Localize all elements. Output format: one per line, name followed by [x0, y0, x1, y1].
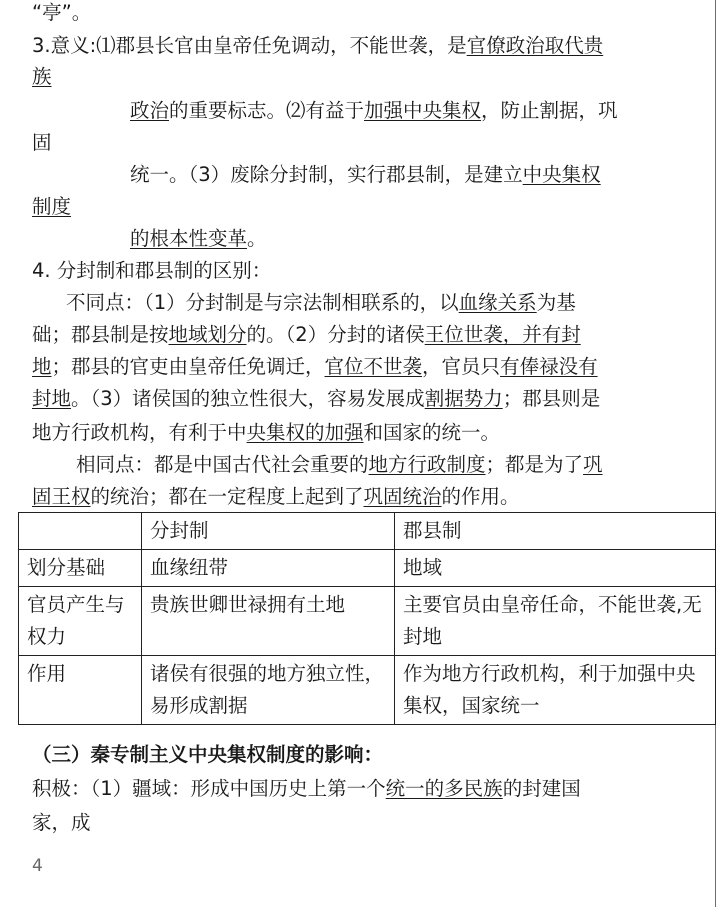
underlined-term: 的根本性变革 [130, 227, 248, 250]
table-cell: 分封制 [142, 513, 395, 550]
underlined-term: 中央集权 [522, 163, 601, 186]
text-line: “亭”。 [32, 1, 92, 24]
underlined-term: 巩固统治 [363, 485, 442, 508]
underlined-term: 加强中央集权 [364, 99, 482, 122]
underlined-term: 央集权的加强 [246, 421, 364, 444]
section-heading: （三）秦专制主义中央集权制度的影响： [32, 743, 384, 766]
table-cell: 郡县制 [395, 513, 716, 550]
table-header-row [19, 513, 716, 550]
underlined-term: 割据势力 [424, 387, 503, 410]
page-right-border [715, 0, 716, 907]
underlined-term: 地方行政制度 [368, 453, 486, 476]
underlined-term: 族 [32, 65, 52, 88]
table-cell: 主要官员由皇帝任命，不能世袭,无封地 [395, 587, 716, 656]
comparison-table [18, 512, 716, 725]
text-line: 的根本性变革。 [130, 227, 267, 250]
text-line: 固 [32, 131, 52, 154]
underlined-term: 封地 [32, 387, 72, 410]
page-number: 4 [32, 856, 43, 876]
text-line: 地方行政机构，有利于中央集权的加强和国家的统一。 [32, 421, 501, 444]
underlined-term: 巩 [583, 453, 603, 476]
underlined-term: 王位世袭，并有封 [424, 323, 581, 346]
underlined-term: 政治 [130, 99, 170, 122]
table-row [19, 656, 716, 725]
section-heading: 4. 分封制和郡县制的区别： [32, 259, 272, 282]
text-line: 积极：（1）疆域：形成中国历史上第一个统一的多民族的封建国 [32, 777, 581, 800]
underlined-term: 统一的多民族 [385, 777, 503, 800]
text-line: 不同点：（1）分封制是与宗法制相联系的，以血缘关系为基 [66, 291, 576, 314]
underlined-term: 制度 [32, 195, 72, 218]
text-line: 统一。（3）废除分封制，实行郡县制，是建立中央集权 [130, 163, 601, 186]
table-row [19, 550, 716, 587]
text-line [32, 192, 71, 222]
text-line: 封地。（3）诸侯国的独立性很大，容易发展成割据势力；郡县则是 [32, 387, 601, 410]
table-cell: 作用 [19, 656, 142, 725]
underlined-term: 有俸禄没有 [500, 355, 598, 378]
underlined-term: 地域划分 [168, 323, 247, 346]
text-line [32, 62, 52, 92]
table-cell [19, 513, 142, 550]
table-cell: 划分基础 [19, 550, 142, 587]
table-cell: 贵族世卿世禄拥有土地 [142, 587, 395, 656]
text-line: 相同点：都是中国古代社会重要的地方行政制度；都是为了巩 [76, 453, 603, 476]
underlined-term: 固王权 [32, 485, 91, 508]
underlined-term: 官僚政治取代贵 [466, 34, 604, 57]
underlined-term: 血缘关系 [458, 291, 537, 314]
text-line: 3.意义:⑴郡县长官由皇帝任免调动，不能世袭，是官僚政治取代贵 [32, 34, 604, 57]
table-cell: 血缘纽带 [142, 550, 395, 587]
text-line: 地；郡县的官吏由皇帝任免调迁，官位不世袭，官员只有俸禄没有 [32, 355, 598, 378]
table-row [19, 587, 716, 656]
underlined-term: 地 [32, 355, 52, 378]
table-cell: 诸侯有很强的地方独立性，易形成割据 [142, 656, 395, 725]
text-line: 家，成 [32, 811, 91, 834]
table-cell: 官员产生与权力 [19, 587, 142, 656]
table-cell: 作为地方行政机构，利于加强中央集权，国家统一 [395, 656, 716, 725]
underlined-term: 官位不世袭 [324, 355, 423, 378]
text-line: 政治的重要标志。⑵有益于加强中央集权，防止割据，巩 [130, 99, 618, 122]
text-line: 固王权的统治；都在一定程度上起到了巩固统治的作用。 [32, 485, 520, 508]
text-line: 础；郡县制是按地域划分的。（2）分封的诸侯王位世袭，并有封 [32, 323, 581, 346]
table-cell: 地域 [395, 550, 716, 587]
